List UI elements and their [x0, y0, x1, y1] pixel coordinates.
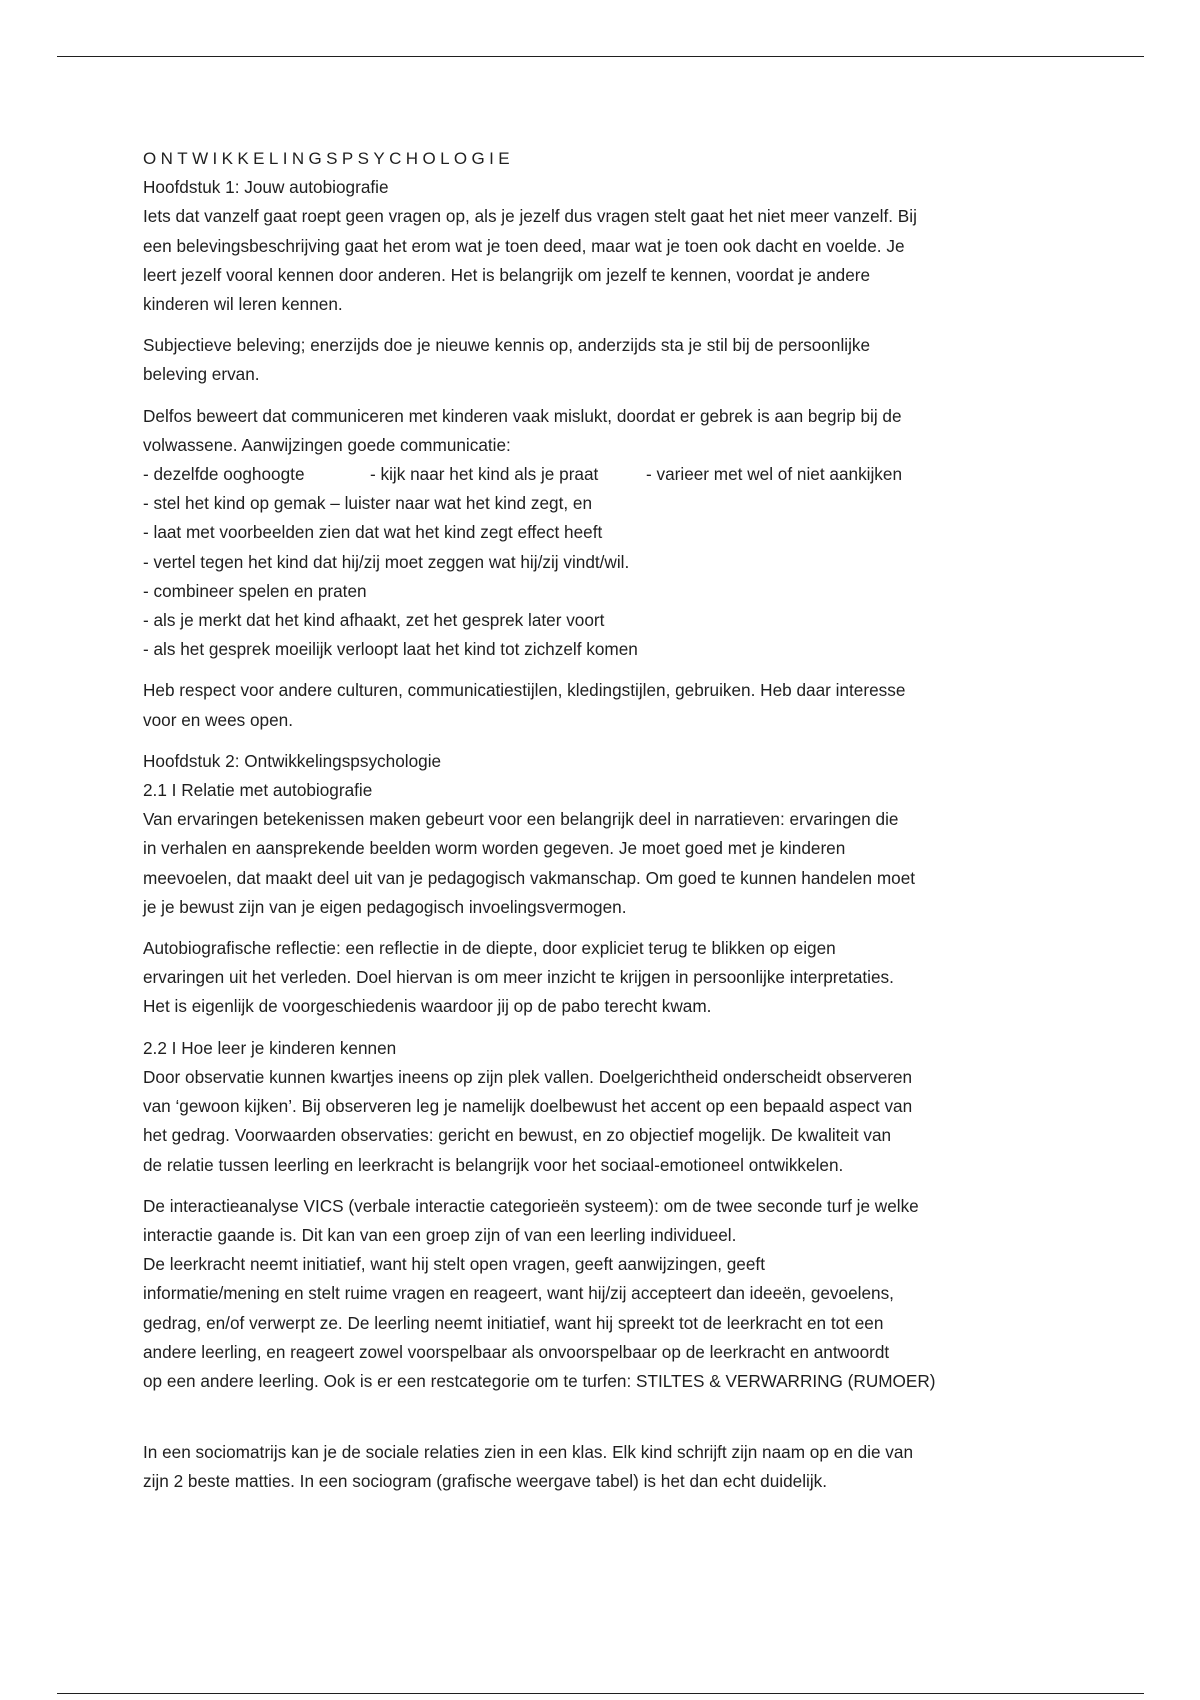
header-rule [57, 56, 1144, 57]
bullet-item: - vertel tegen het kind dat hij/zij moet zeggen wat hij/zij vindt/wil. [143, 551, 630, 572]
chapter-1-paragraph-4 [143, 676, 1063, 734]
text-line: voor en wees open. [143, 709, 294, 730]
text-line: Van ervaringen betekenissen maken gebeurt voor een belangrijk deel in narratieven: ervaringen die [143, 809, 899, 830]
bullet-item: - dezelfde ooghoogte [143, 464, 305, 485]
text-line: informatie/mening en stelt ruime vragen en reageert, want hij/zij accepteert dan ideeën, gevoelens, [143, 1283, 894, 1304]
document-body [143, 144, 1063, 1497]
footer-rule [57, 1693, 1144, 1694]
chapter-2-heading: Hoofdstuk 2: Ontwikkelingspsychologie [143, 750, 442, 771]
text-line: van ‘gewoon kijken’. Bij observeren leg je namelijk doelbewust het accent op een bepaald aspect van [143, 1096, 913, 1117]
section-2-1-heading: 2.1 I Relatie met autobiografie [143, 780, 373, 801]
text-line: een belevingsbeschrijving gaat het erom wat je toen deed, maar wat je toen ook dacht en voelde. Je [143, 235, 905, 256]
text-line: kinderen wil leren kennen. [143, 294, 343, 315]
text-line: volwassene. Aanwijzingen goede communicatie: [143, 434, 511, 455]
text-line: beleving ervan. [143, 364, 260, 385]
text-line: Subjectieve beleving; enerzijds doe je nieuwe kennis op, anderzijds sta je stil bij de persoonlijke [143, 335, 871, 356]
section-2-1-paragraph-2 [143, 934, 1063, 1022]
bullet-item: - combineer spelen en praten [143, 580, 367, 601]
text-line: op een andere leerling. Ook is er een restcategorie om te turfen: STILTES & VERWARRING (RUMOER) [143, 1370, 936, 1391]
section-2-2-paragraph-1 [143, 1063, 1063, 1180]
chapter-1-paragraph-3 [143, 402, 1063, 665]
text-line: Heb respect voor andere culturen, communicatiestijlen, kledingstijlen, gebruiken. Heb daar interesse [143, 680, 906, 701]
text-line: leert jezelf vooral kennen door anderen. Het is belangrijk om jezelf te kennen, voordat je andere [143, 264, 871, 285]
chapter-1-paragraph-1 [143, 202, 1063, 319]
section-2-1-paragraph-1 [143, 805, 1063, 922]
text-line: De interactieanalyse VICS (verbale interactie categorieën systeem): om de twee seconde turf je welke [143, 1195, 919, 1216]
bullet-item: - als het gesprek moeilijk verloopt laat het kind tot zichzelf komen [143, 639, 638, 660]
section-2-2-paragraph-3 [143, 1438, 1063, 1496]
text-line: In een sociomatrijs kan je de sociale relaties zien in een klas. Elk kind schrijft zijn naam op en die van [143, 1442, 914, 1463]
bullet-item: - stel het kind op gemak – luister naar wat het kind zegt, en [143, 493, 593, 514]
text-line: Door observatie kunnen kwartjes ineens op zijn plek vallen. Doelgerichtheid onderscheidt observeren [143, 1066, 913, 1087]
text-line: andere leerling, en reageert zowel voorspelbaar als onvoorspelbaar op de leerkracht en antwoordt [143, 1341, 890, 1362]
bullet-row [143, 460, 1063, 489]
text-line: ervaringen uit het verleden. Doel hiervan is om meer inzicht te krijgen in persoonlijke interpretaties. [143, 967, 894, 988]
text-line: Autobiografische reflectie: een reflectie in de diepte, door expliciet terug te blikken op eigen [143, 938, 836, 959]
text-line: Delfos beweert dat communiceren met kinderen vaak mislukt, doordat er gebrek is aan begrip bij de [143, 405, 902, 426]
text-line: Het is eigenlijk de voorgeschiedenis waardoor jij op de pabo terecht kwam. [143, 996, 712, 1017]
text-line: je je bewust zijn van je eigen pedagogisch invoelingsvermogen. [143, 896, 627, 917]
text-line: in verhalen en aansprekende beelden worm worden gegeven. Je moet goed met je kinderen [143, 838, 846, 859]
chapter-1-paragraph-2 [143, 331, 1063, 389]
chapter-1-heading: Hoofdstuk 1: Jouw autobiografie [143, 177, 389, 198]
text-line: zijn 2 beste matties. In een sociogram (grafische weergave tabel) is het dan echt duidelijk. [143, 1471, 828, 1492]
section-2-2-heading: 2.2 I Hoe leer je kinderen kennen [143, 1037, 397, 1058]
bullet-item: - laat met voorbeelden zien dat wat het kind zegt effect heeft [143, 522, 603, 543]
text-line: de relatie tussen leerling en leerkracht is belangrijk voor het sociaal-emotioneel ontwikkelen. [143, 1154, 844, 1175]
section-2-2-paragraph-2 [143, 1192, 1063, 1396]
text-line: interactie gaande is. Dit kan van een groep zijn of van een leerling individueel. [143, 1224, 737, 1245]
document-title: ONTWIKKELINGSPSYCHOLOGIE [143, 149, 515, 168]
bullet-item: - varieer met wel of niet aankijken [646, 464, 903, 485]
text-line: meevoelen, dat maakt deel uit van je pedagogisch vakmanschap. Om goed te kunnen handelen moet [143, 867, 916, 888]
bullet-item: - als je merkt dat het kind afhaakt, zet het gesprek later voort [143, 610, 605, 631]
text-line: Iets dat vanzelf gaat roept geen vragen op, als je jezelf dus vragen stelt gaat het niet meer vanzelf. Bij [143, 206, 917, 227]
bullet-item: - kijk naar het kind als je praat [370, 464, 599, 485]
text-line: gedrag, en/of verwerpt ze. De leerling neemt initiatief, want hij spreekt tot de leerkracht en tot een [143, 1312, 884, 1333]
text-line: De leerkracht neemt initiatief, want hij stelt open vragen, geeft aanwijzingen, geeft [143, 1254, 765, 1275]
text-line: het gedrag. Voorwaarden observaties: gericht en bewust, en zo objectief mogelijk. De kwaliteit van [143, 1125, 892, 1146]
